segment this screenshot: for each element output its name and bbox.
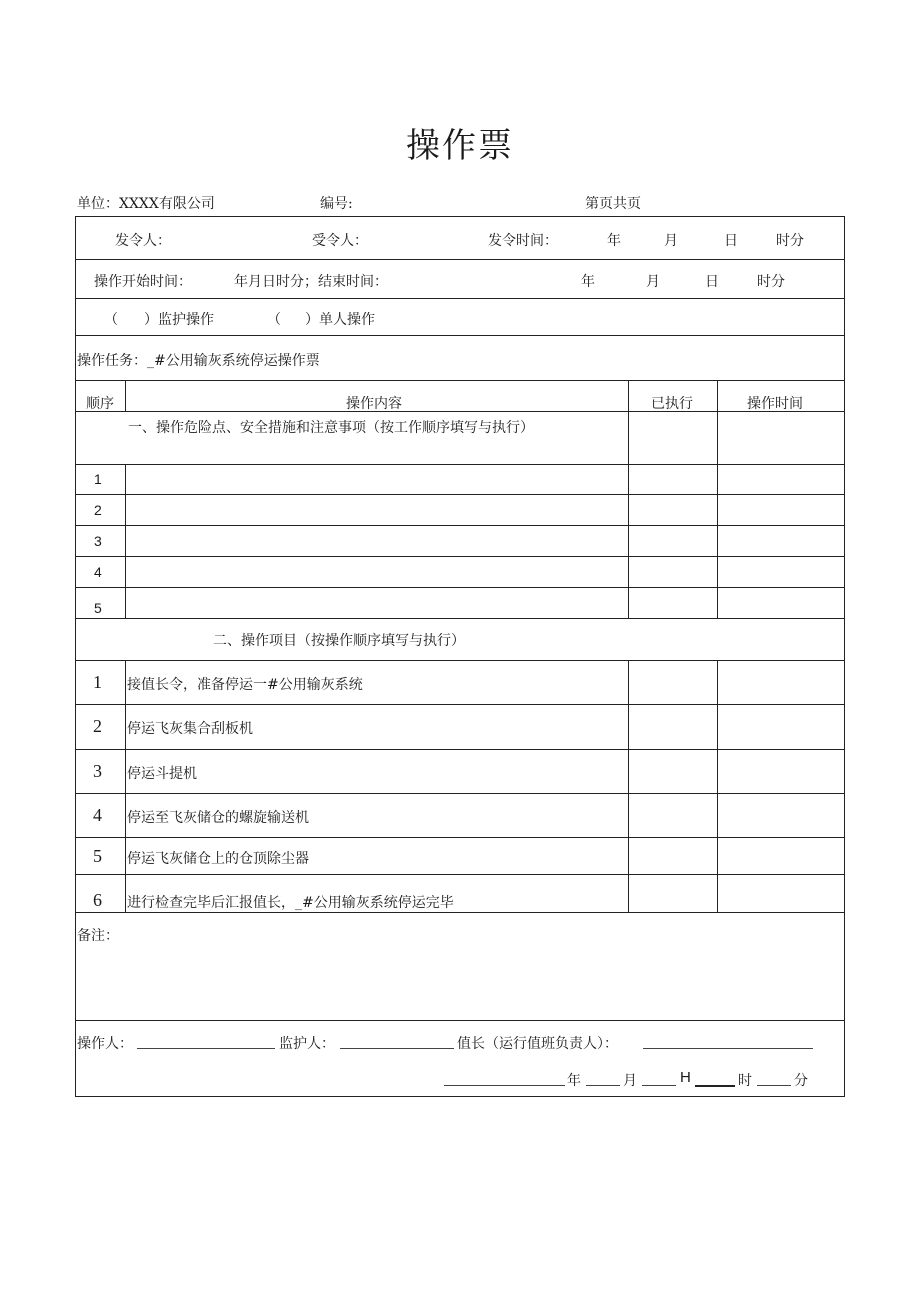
row-divider <box>75 587 845 588</box>
operator-label: 操作人： <box>77 1036 133 1052</box>
step-number: 4 <box>93 805 102 825</box>
row-divider <box>75 874 845 875</box>
shift-leader-label: 值长（运行值班负责人）： <box>457 1036 618 1052</box>
row-divider <box>75 618 845 619</box>
end-hour-min: 时分 <box>757 274 785 290</box>
row-divider <box>75 464 845 465</box>
date-prefix-line[interactable] <box>444 1085 565 1086</box>
supervised-option-label: ）监护操作 <box>144 312 214 328</box>
single-option-label: ）单人操作 <box>305 312 375 328</box>
column-divider <box>628 380 629 618</box>
sign-month: 月 <box>623 1073 637 1089</box>
section2-heading: 二、操作项目（按操作顺序填写与执行） <box>213 633 465 649</box>
table-row: 5 <box>94 600 102 616</box>
row-divider <box>75 556 845 557</box>
supervisor-label: 监护人： <box>279 1036 335 1052</box>
step-text: 停运斗提机 <box>127 766 197 782</box>
minute-line[interactable] <box>757 1085 791 1086</box>
table-border-left <box>75 216 76 1096</box>
receiver-label: 受令人： <box>312 233 368 249</box>
issue-year: 年 <box>607 233 621 249</box>
page-title: 操作票 <box>406 126 514 166</box>
month-line[interactable] <box>586 1085 620 1086</box>
row-divider <box>75 335 845 336</box>
row-divider <box>75 660 845 661</box>
issue-month: 月 <box>664 233 678 249</box>
row-divider <box>75 837 845 838</box>
row-divider <box>75 1020 845 1021</box>
end-day: 日 <box>705 274 719 290</box>
section1-heading: 一、操作危险点、安全措施和注意事项（按工作顺序填写与执行） <box>128 420 534 436</box>
column-divider <box>717 380 718 618</box>
column-header-content: 操作内容 <box>346 396 402 412</box>
unit-label: 单位：XXXX有限公司 <box>77 196 215 212</box>
end-month: 月 <box>646 274 660 290</box>
day-line[interactable] <box>642 1085 676 1086</box>
row-divider <box>75 298 845 299</box>
row-divider <box>75 411 845 412</box>
table-row: 1 <box>94 471 102 487</box>
step-text: 停运飞灰储仓上的仓顶除尘器 <box>127 851 309 867</box>
page-count-label: 第页共页 <box>585 196 641 212</box>
column-divider <box>125 660 126 912</box>
issue-hour-min: 时分 <box>776 233 804 249</box>
step-number: 2 <box>93 716 102 736</box>
operator-signature-line[interactable] <box>137 1048 275 1049</box>
column-header-executed: 已执行 <box>651 396 693 412</box>
step-text: 停运飞灰集合刮板机 <box>127 721 253 737</box>
row-divider <box>75 749 845 750</box>
step-number: 3 <box>93 761 102 781</box>
row-divider <box>75 704 845 705</box>
table-row: 2 <box>94 502 102 518</box>
end-year: 年 <box>581 274 595 290</box>
row-divider <box>75 525 845 526</box>
task-label: 操作任务：_#公用输灰系统停运操作票 <box>77 353 320 369</box>
sign-minute: 分 <box>794 1073 808 1089</box>
table-border-bottom <box>75 1096 845 1097</box>
step-number: 5 <box>93 846 102 866</box>
single-checkbox-open[interactable]: （ <box>267 312 281 328</box>
start-time-label: 操作开始时间： <box>94 274 192 290</box>
hour-line[interactable] <box>695 1085 735 1087</box>
step-number: 6 <box>93 890 102 910</box>
sign-year: 年 <box>567 1073 581 1089</box>
column-header-seq: 顺序 <box>86 396 114 412</box>
row-divider <box>75 494 845 495</box>
table-border-top <box>75 216 845 217</box>
table-row: 4 <box>94 564 102 580</box>
table-border-right <box>844 216 845 1096</box>
step-number: 1 <box>93 672 102 692</box>
step-text: 停运至飞灰储仓的螺旋输送机 <box>127 810 309 826</box>
column-header-op-time: 操作时间 <box>747 396 803 412</box>
row-divider <box>75 912 845 913</box>
shift-leader-signature-line[interactable] <box>643 1048 813 1049</box>
issue-day: 日 <box>724 233 738 249</box>
supervised-checkbox-open[interactable]: （ <box>104 312 118 328</box>
issuer-label: 发令人： <box>115 233 171 249</box>
sign-day: H <box>680 1069 691 1086</box>
remarks-label: 备注： <box>77 928 119 944</box>
supervisor-signature-line[interactable] <box>340 1048 454 1049</box>
column-divider <box>125 464 126 618</box>
row-divider <box>75 259 845 260</box>
sign-hour: 时 <box>738 1073 752 1089</box>
step-text: 接值长令，准备停运一#公用输灰系统 <box>127 677 363 693</box>
row-divider <box>75 793 845 794</box>
start-end-format: 年月日时分；结束时间： <box>234 274 388 290</box>
table-row: 3 <box>94 533 102 549</box>
row-divider <box>75 380 845 381</box>
serial-label: 编号: <box>320 196 353 212</box>
issue-time-label: 发令时间： <box>488 233 558 249</box>
column-divider <box>125 380 126 411</box>
step-text: 进行检查完毕后汇报值长，_#公用输灰系统停运完毕 <box>127 895 454 911</box>
column-divider <box>628 660 629 912</box>
column-divider <box>717 660 718 912</box>
